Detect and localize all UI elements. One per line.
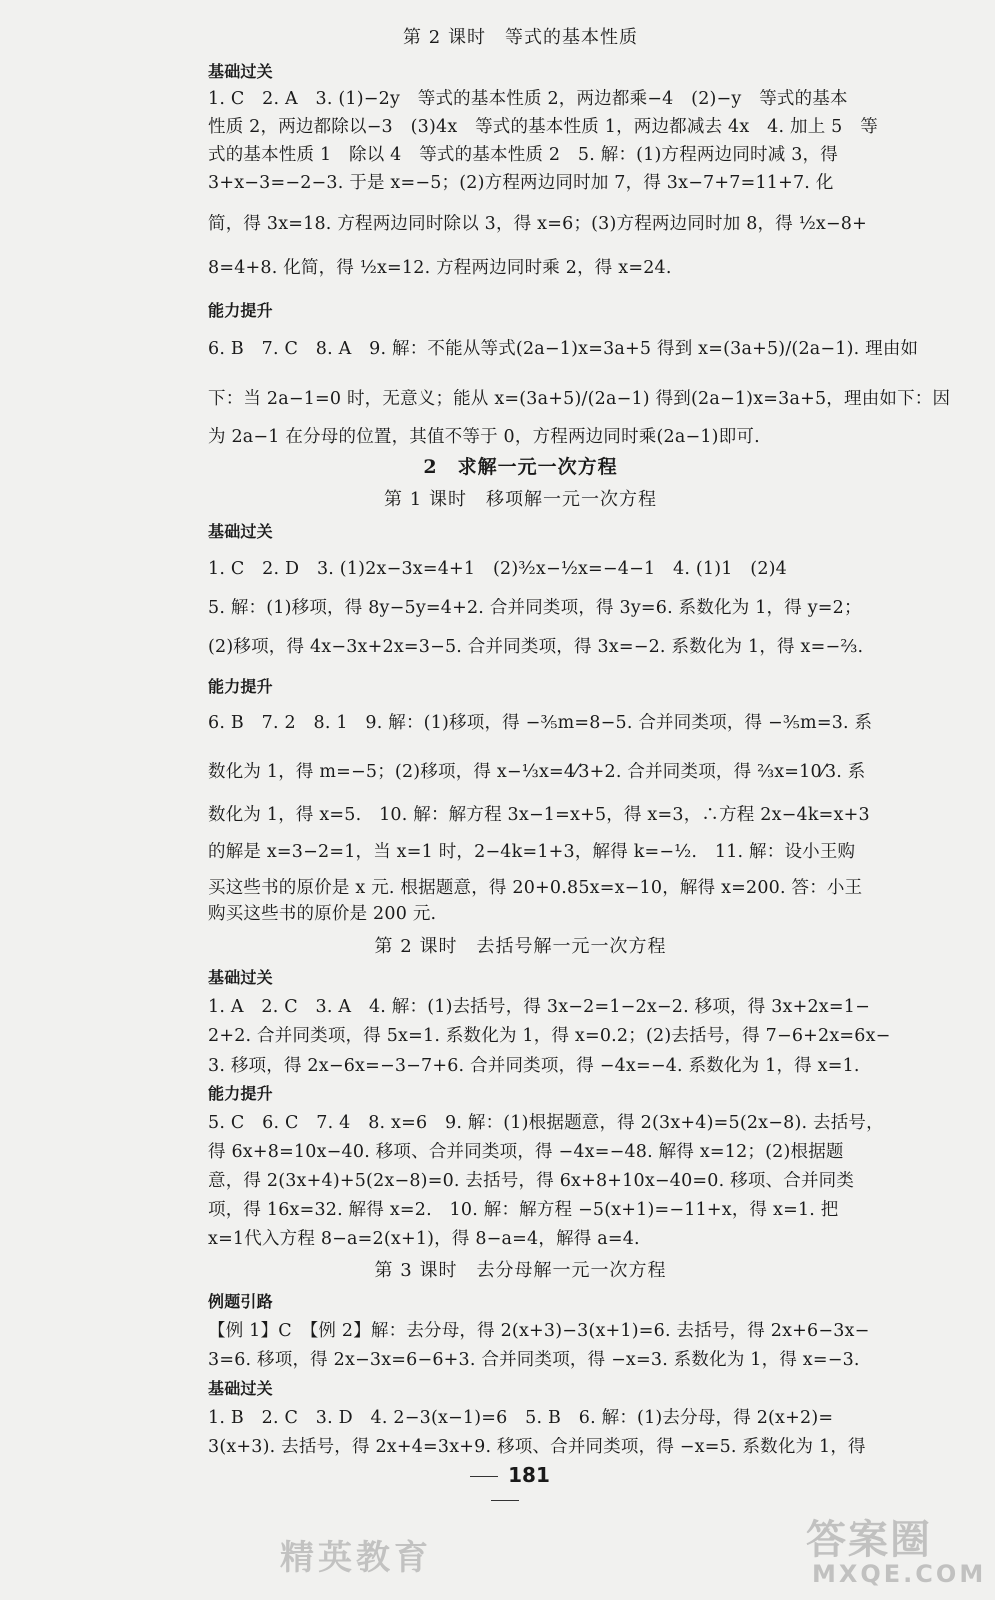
text-line: 8=4+8. 化简，得 ½x=12. 方程两边同时乘 2，得 x=24. <box>208 258 672 278</box>
dash-right <box>491 1500 519 1501</box>
text-line: 6. B 7. 2 8. 1 9. 解：(1)移项，得 −⅗m=8−5. 合并同类项，得 −⅗m=3. 系 <box>208 713 873 733</box>
text-line: 2 求解一元一次方程 <box>423 456 618 478</box>
text-line: 【例 1】C 【例 2】解：去分母，得 2(x+3)−3(x+1)=6. 去括号，得 2x+6−3x− <box>208 1321 870 1341</box>
text-line: 意，得 2(3x+4)+5(2x−8)=0. 去括号，得 6x+8+10x−40=0. 移项、合并同类 <box>208 1171 855 1191</box>
text-line: 基础过关 <box>208 522 273 541</box>
dash-left <box>470 1476 498 1477</box>
text-line: 1. A 2. C 3. A 4. 解：(1)去括号，得 3x−2=1−2x−2. 移项，得 3x+2x=1− <box>208 997 870 1017</box>
text-line: 的解是 x=3−2=1，当 x=1 时，2−4k=1+3，解得 k=−½. 11. 解：设小王购 <box>208 842 856 862</box>
watermark-url: MXQE.COM <box>812 1560 987 1588</box>
text-line: 项，得 16x=32. 解得 x=2. 10. 解：解方程 −5(x+1)=−11+x，得 x=1. 把 <box>208 1200 839 1220</box>
text-line: 基础过关 <box>208 1379 273 1398</box>
page-number-value: 181 <box>508 1463 550 1487</box>
text-line: 数化为 1，得 x=5. 10. 解：解方程 3x−1=x+5，得 x=3，∴方程 2x−4k=x+3 <box>208 805 870 825</box>
text-line: 能力提升 <box>208 1084 273 1103</box>
text-line: 3+x−3=−2−3. 于是 x=−5；(2)方程两边同时加 7，得 3x−7+7=11+7. 化 <box>208 173 834 193</box>
text-line: 1. C 2. D 3. (1)2x−3x=4+1 (2)³⁄₂x−½x=−4−1 4. (1)1 (2)4 <box>208 559 788 579</box>
text-line: 1. B 2. C 3. D 4. 2−3(x−1)=6 5. B 6. 解：(1)去分母，得 2(x+2)= <box>208 1408 834 1428</box>
text-line: 5. 解：(1)移项，得 8y−5y=4+2. 合并同类项，得 3y=6. 系数化为 1，得 y=2； <box>208 598 862 618</box>
text-line: (2)移项，得 4x−3x+2x=3−5. 合并同类项，得 3x=−2. 系数化为 1，得 x=−⅔. <box>208 637 864 657</box>
faded-stamp-logo <box>280 1530 440 1580</box>
text-line: 1. C 2. A 3. (1)−2y 等式的基本性质 2，两边都乘−4 (2)−y 等式的基本 <box>208 89 848 109</box>
text-line: 第 1 课时 移项解一元一次方程 <box>384 489 657 510</box>
text-line: 式的基本性质 1 除以 4 等式的基本性质 2 5. 解：(1)方程两边同时减 3，得 <box>208 145 838 165</box>
stamp-text: 精英教育 <box>280 1538 432 1578</box>
text-line: 性质 2，两边都除以−3 (3)4x 等式的基本性质 1，两边都减去 4x 4. 加上 5 等 <box>208 117 878 137</box>
text-line: 数化为 1，得 m=−5；(2)移项，得 x−⅓x=4⁄3+2. 合并同类项，得 ⅔x=10⁄3. 系 <box>208 762 866 782</box>
text-line: 第 2 课时 等式的基本性质 <box>403 27 638 48</box>
watermark-logo <box>800 1508 990 1598</box>
text-line: 基础过关 <box>208 968 273 987</box>
text-line: 下：当 2a−1=0 时，无意义；能从 x=(3a+5)/(2a−1) 得到(2a−1)x=3a+5，理由如下：因 <box>208 389 951 409</box>
page-number <box>440 1463 570 1511</box>
text-line: 简，得 3x=18. 方程两边同时除以 3，得 x=6；(3)方程两边同时加 8，得 ½x−8+ <box>208 214 867 234</box>
watermark-brand: 答案圈 <box>806 1517 932 1563</box>
text-line: x=1代入方程 8−a=2(x+1)，得 8−a=4，解得 a=4. <box>208 1229 640 1249</box>
text-line: 5. C 6. C 7. 4 8. x=6 9. 解：(1)根据题意，得 2(3x+4)=5(2x−8). 去括号， <box>208 1113 884 1133</box>
text-line: 3. 移项，得 2x−6x=−3−7+6. 合并同类项，得 −4x=−4. 系数化为 1，得 x=1. <box>208 1056 860 1076</box>
text-line: 买这些书的原价是 x 元. 根据题意，得 20+0.85x=x−10，解得 x=200. 答：小王 <box>208 878 863 898</box>
text-line: 第 2 课时 去括号解一元一次方程 <box>374 936 667 957</box>
text-line: 购买这些书的原价是 200 元. <box>208 904 437 924</box>
text-line: 3=6. 移项，得 2x−3x=6−6+3. 合并同类项，得 −x=3. 系数化为 1，得 x=−3. <box>208 1350 860 1370</box>
text-line: 2+2. 合并同类项，得 5x=1. 系数化为 1，得 x=0.2；(2)去括号，得 7−6+2x=6x− <box>208 1026 891 1046</box>
text-line: 基础过关 <box>208 62 273 81</box>
text-line: 第 3 课时 去分母解一元一次方程 <box>374 1260 667 1281</box>
text-line: 能力提升 <box>208 301 273 320</box>
text-line: 得 6x+8=10x−40. 移项、合并同类项，得 −4x=−48. 解得 x=12；(2)根据题 <box>208 1142 844 1162</box>
text-line: 为 2a−1 在分母的位置，其值不等于 0，方程两边同时乘(2a−1)即可. <box>208 427 760 447</box>
text-line: 能力提升 <box>208 677 273 696</box>
text-line: 3(x+3). 去括号，得 2x+4=3x+9. 移项、合并同类项，得 −x=5. 系数化为 1，得 <box>208 1437 866 1457</box>
text-line: 6. B 7. C 8. A 9. 解：不能从等式(2a−1)x=3a+5 得到 x=(3a+5)/(2a−1). 理由如 <box>208 339 919 359</box>
text-line: 例题引路 <box>208 1292 273 1311</box>
